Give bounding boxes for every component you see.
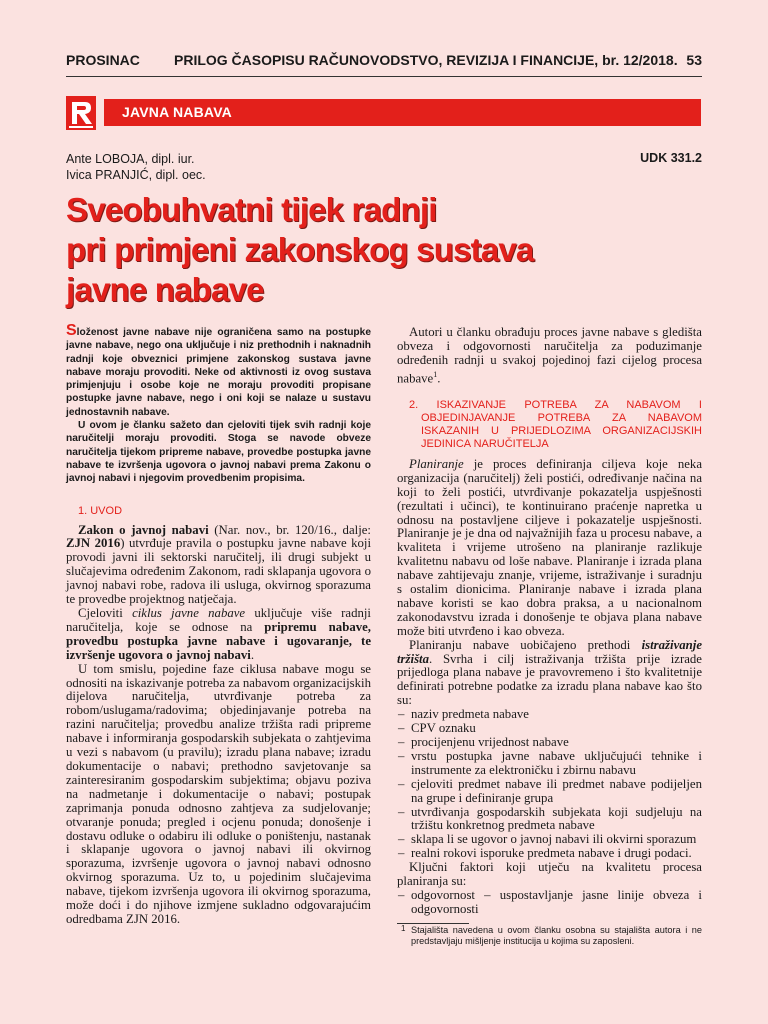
list-item: – CPV oznaku xyxy=(397,722,702,736)
uvod-p3: U tom smislu, pojedine faze ciklusa nabave mogu se odnositi na iskazivanje potreba za nabavom organizacijskih dijelova naručitelja, utvrđivanje potreba za robom/uslugama/radovima; objedinjavanje potreba na razini naručitelja; provedbu analize tržišta radi pripreme nabave i informiranja gospodarskih subjekata o zahtjevima u vezi s nabavom (u pravilu); izradu plana nabave; izradu dokumentacije o nabavi; prethodno savjetovanje sa zainteresiranim gospodarskim subjektima; objavu poziva na nadmetanje i dokumentacije o nabavi; postupak zaprimanja ponuda odnosno zahtjeva za sudjelovanje; otvaranje ponuda; pregled i ocjenu ponuda; donošenje i dostavu odluke o odabiru ili odluke o poništenju, nastanak i sklapanje ugovora o javnoj nabavi ili okvirnog sporazuma, izvršenje ugovora o javnoj nabavi odnosno okvirnog sporazuma. Uz to, u pojedinim slučajevima nabave, tijekom izvršenja ugovora ili okvirnog sporazuma, može doći i do njihove izmjene sukladno odgovarajućim odredbama ZJN 2016. xyxy=(66,661,371,926)
abstract-p1: Složenost javne nabave nije ograničena samo na postupke javne nabave, nego ona uključuje i niz prethodnih i naknadnih radnji koje obveznici primjene zakonskog sustava javne nabave moraju provoditi. Neke od aktivnosti iz ovog sustava primjenjuju i osobe koje ne moraju provoditi propisane postupke javne nabave, nego i oni koji se nalaze u sustavu jednostavnih nabave. xyxy=(66,322,371,418)
list-item: – realni rokovi isporuke predmeta nabave i drugi podaci. xyxy=(397,847,702,861)
list-item: – cjeloviti predmet nabave ili predmet nabave podijeljen na grupe i definiranje grupa xyxy=(397,778,702,806)
author-1: Ante LOBOJA, dipl. iur. xyxy=(66,152,195,166)
planning-p1: Planiranje je proces definiranja ciljeva koje neka organizacija (naručitelj) želi postići, određivanje načina na koji to želi postići, utvrđivanje pokazatelja uspješnosti (rezultati i učinci), te kontinuirano praćenje napretka u odnosu na postavljene ciljeve i pokazatelje uspješnosti. Planiranje je je dna od najvažnijih faza u procesu nabave, a kvaliteta i vrijeme utrošeno na planiranje razlikuje kvalitetnu nabavu od loše nabave. Planiranje i izrada plana nabave zahtijevaju znanje, vrijeme, istraživanje i suradnju s ostalim dionicima. Planiranje nabave i izrada plana nabave koristi se kao dobra praksa, a u nacionalnom zakonodavstvu izrada i donošenje te objava plana nabave može biti utvrđeno i kao obveza. xyxy=(397,456,702,638)
running-header xyxy=(66,52,702,68)
header-rule xyxy=(66,76,702,77)
list-item: – naziv predmeta nabave xyxy=(397,708,702,722)
list-item: – procijenjenu vrijednost nabave xyxy=(397,736,702,750)
list-item: – odgovornost – uspostavljanje jasne linije obveza i odgovornosti xyxy=(397,889,702,917)
left-column xyxy=(66,324,371,927)
footnote-rule xyxy=(397,923,469,924)
title-line-3: javne nabave xyxy=(66,271,264,308)
list-item: – sklapa li se ugovor o javnoj nabavi ili okvirni sporazum xyxy=(397,833,702,847)
heading-uvod: 1. UVOD xyxy=(78,504,123,517)
authors xyxy=(66,151,206,183)
header-month: PROSINAC xyxy=(66,52,140,68)
drop-cap: S xyxy=(66,322,77,339)
author-2: Ivica PRANJIĆ, dipl. oec. xyxy=(66,168,206,182)
journal-logo-icon xyxy=(66,96,96,130)
list-item: – utvrđivanja gospodarskih subjekata koji sudjeluju na tržištu konkretnog predmeta nabave xyxy=(397,806,702,834)
uvod-p2: Cjeloviti ciklus javne nabave uključuje više radnji naručitelja, koje se odnose na pripremu nabave, provedbu postupka javne nabave i ugovaranje, te izvršenje ugovora o javnoj nabavi. xyxy=(66,606,371,662)
intro-paragraph: Autori u članku obrađuju proces javne nabave s gledišta obveza i odgovornosti naručitelja za poduzimanje određenih radnji u svakoj pojedinoj fazi cijelog procesa nabave$^1$. xyxy=(397,325,702,385)
list-item: – vrstu postupka javne nabave uključujući tehnike i instrumente za elektroničku i zbirnu nabavu xyxy=(397,750,702,778)
section-banner: JAVNA NABAVA xyxy=(104,99,701,126)
page-number: 53 xyxy=(686,52,702,68)
planning-p2: Planiranju nabave uobičajeno prethodi istraživanje tržišta. Svrha i cilj istraživanja tržišta prije izrade prijedloga plana nabave je pravovremeno i što kvalitetnije definirati potrebne podatke za izradu plana nabave kao što su: xyxy=(397,637,702,708)
planning-list xyxy=(397,708,702,861)
footnote: 1 Stajališta navedena u ovom članku osobna su stajališta autora i ne predstavljaju mišljenje institucija u kojima su zaposleni. xyxy=(401,923,702,947)
title-line-2: pri primjeni zakonskog sustava xyxy=(66,231,534,268)
abstract xyxy=(66,324,371,486)
factors-list xyxy=(397,889,702,917)
factors-paragraph: Ključni faktori koji utječu na kvalitetu procesa planiranja su: xyxy=(397,860,702,889)
udk-code: UDK 331.2 xyxy=(640,151,702,165)
header-magazine: PRILOG ČASOPISU RAČUNOVODSTVO, REVIZIJA I FINANCIJE, br. 12/2018. xyxy=(174,52,678,68)
abstract-p2: U ovom je članku sažeto dan cjeloviti tijek svih radnji koje naručitelji moraju provoditi. Stoga se navode obveze naručitelja tijekom pripreme nabave, provedbe postupka javne nabave te izvršenja ugovora o javnoj nabavi prema Zakonu o javnoj nabavi i njegovim provedbenim propisima. xyxy=(66,420,371,485)
right-column xyxy=(397,326,702,948)
uvod-p1: Zakon o javnoj nabavi (Nar. nov., br. 120/16., dalje: ZJN 2016) utvrđuje pravila o postupku javne nabave koji provodi javni ili sektorski naručitelj, ili drugi subjekt u slučajevima određenim Zakonom, radi sklapanja ugovora o javnoj nabavi robe, radova ili usluga, okvirnog sporazuma te provedbe projektnog natječaja. xyxy=(66,522,372,607)
heading-section-2: 2. ISKAZIVANJE POTREBA ZA NABAVOM I OBJEDINJAVANJE POTREBA ZA NABAVOM ISKAZANIH U PRIJEDLOZIMA ORGANIZACIJSKIH JEDINICA NARUČITELJA xyxy=(409,398,702,450)
article-title xyxy=(66,190,706,310)
title-line-1: Sveobuhvatni tijek radnji xyxy=(66,191,437,228)
